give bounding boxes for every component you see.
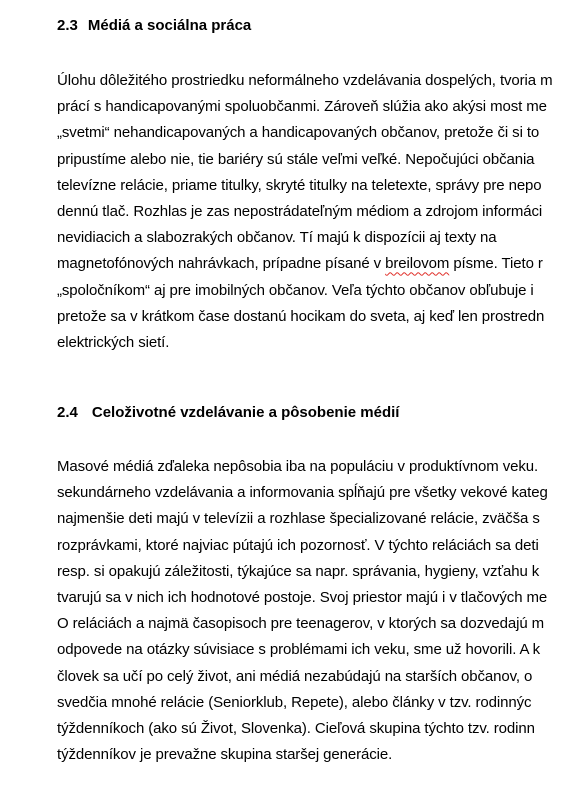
section-number: 2.4 xyxy=(57,404,78,421)
section-heading-2-4 xyxy=(57,404,399,422)
text-line: najmenšie deti majú v televízii a rozhlase špecializované relácie, zväčša s xyxy=(57,510,540,528)
text-line: nevidiacich a slabozrakých občanov. Tí majú k dispozícii aj texty na xyxy=(57,229,497,247)
text-line: prácí s handicapovanými spoluobčanmi. Zároveň slúžia ako akýsi most me xyxy=(57,98,547,116)
section-title: Celoživotné vzdelávanie a pôsobenie médií xyxy=(91,404,400,421)
section-number: 2.3 xyxy=(57,17,78,34)
text-segment: písme. Tieto r xyxy=(449,255,543,273)
text-line: pripustíme alebo nie, tie bariéry sú stále veľmi veľké. Nepočujúci občania xyxy=(57,150,535,168)
text-line: O reláciách a najmä časopisoch pre teenagerov, v ktorých sa dozvedajú m xyxy=(57,615,545,633)
text-line: elektrických sietí. xyxy=(57,333,170,351)
text-line: televízne relácie, priame titulky, skryté titulky na teletexte, správy pre nepo xyxy=(57,176,542,194)
text-line: týždenníkov je prevažne skupina staršej generácie. xyxy=(57,746,393,764)
paragraph-lifelong-learning xyxy=(57,454,581,768)
text-line: Úlohu dôležitého prostriedku neformálneho vzdelávania dospelých, tvoria m xyxy=(57,72,553,89)
text-line: tvarujú sa v nich ich hodnotové postoje. Svoj priestor majú i v tlačových me xyxy=(57,588,548,606)
text-line: sekundárneho vzdelávania a informovania spĺňajú pre všetky vekové kateg xyxy=(57,484,548,502)
text-line: resp. si opakujú záležitosti, týkajúce sa napr. správania, hygieny, vzťahu k xyxy=(57,562,540,580)
text-line: dennú tlač. Rozhlas je zas nepostrádateľným médiom a zdrojom informáci xyxy=(57,202,543,220)
text-line: týždenníkoch (ako sú Život, Slovenka). Cieľová skupina týchto tzv. rodinn xyxy=(57,719,535,737)
section-heading-2-3 xyxy=(57,17,251,35)
text-line: odpovede na otázky súvisiace s problémami ich veku, sme už hovorili. A k xyxy=(57,641,541,659)
text-line: pretože sa v krátkom čase dostanú hocikam do sveta, aj keď len prostredn xyxy=(57,307,545,325)
text-line: „svetmi“ nehandicapovaných a handicapovaných občanov, pretože či si to xyxy=(57,124,540,142)
text-line: svedčia mnohé relácie (Seniorklub, Repete), alebo články v tzv. rodinnýc xyxy=(57,693,532,711)
text-segment: magnetofónových nahrávkach, prípadne písané v xyxy=(57,255,386,273)
spellcheck-marked-word[interactable]: breilovom xyxy=(385,255,450,273)
text-line: človek sa učí po celý život, ani médiá nezabúdajú na starších občanov, o xyxy=(57,667,533,685)
text-line: rozprávkami, ktoré najviac pútajú ich pozornosť. V týchto reláciách sa deti xyxy=(57,536,539,554)
text-line: Masové médiá zďaleka nepôsobia iba na populáciu v produktívnom veku. xyxy=(57,458,539,475)
section-title: Médiá a sociálna práca xyxy=(87,17,252,34)
text-line xyxy=(57,251,581,277)
text-line: „spoločníkom“ aj pre imobilných občanov. Veľa týchto občanov obľubuje i xyxy=(57,281,534,299)
paragraph-media-social-work xyxy=(57,68,581,356)
